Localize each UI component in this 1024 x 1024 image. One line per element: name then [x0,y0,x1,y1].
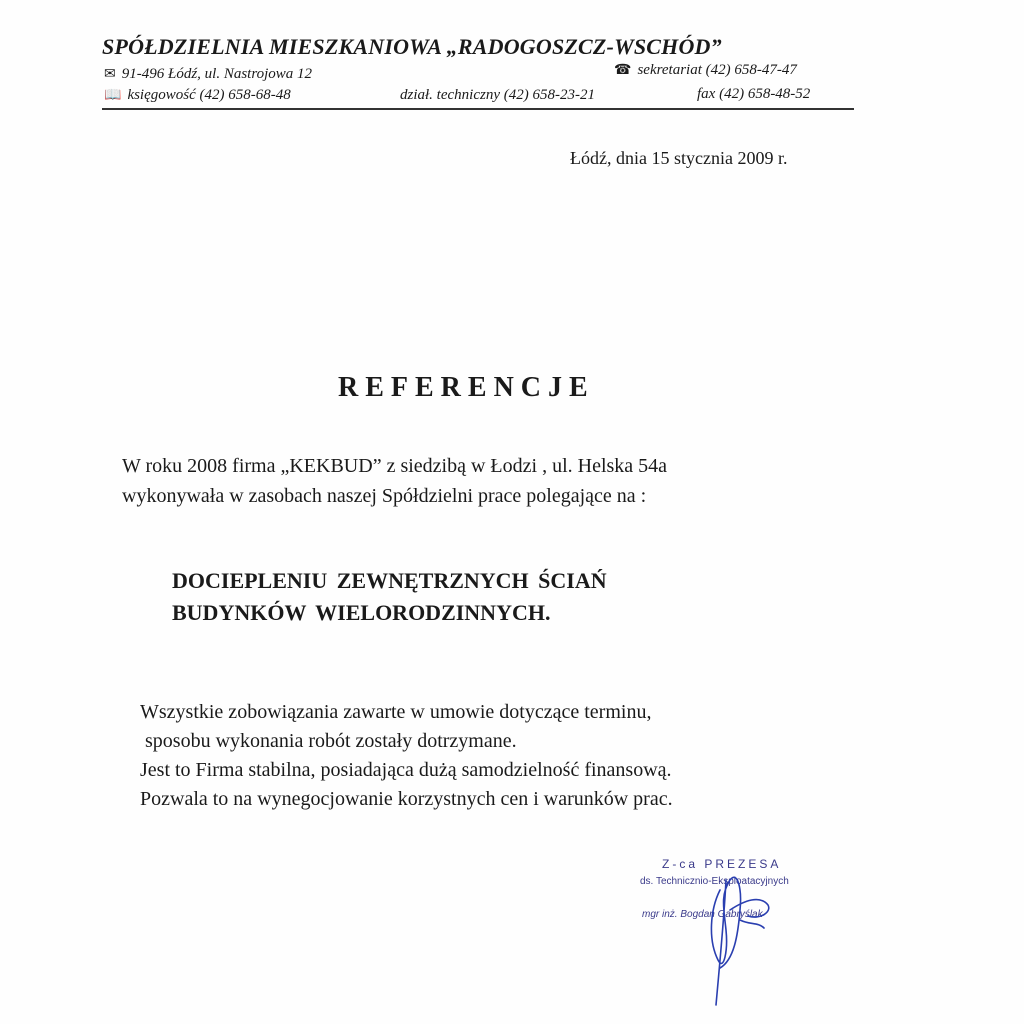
accounting-line [104,87,291,104]
envelope-icon: ✉ [104,67,116,82]
body-line: Pozwala to na wynegocjowanie korzystnych cen i warunków prac. [140,788,673,810]
secretariat-text: sekretariat (42) 658-47-47 [637,62,797,78]
secretariat-line [614,62,797,79]
book-icon: 📖 [104,88,122,103]
work-description-line: BUDYNKÓW WIELORODZINNYCH. [172,600,551,625]
stamp-person: mgr inż. Bogdan Gabryślak [642,909,763,920]
technical-line: dział. techniczny (42) 658-23-21 [400,87,595,103]
stamp-title: Z-ca PREZESA [662,857,782,871]
fax-line: fax (42) 658-48-52 [697,86,811,102]
address-text: 91-496 Łódź, ul. Nastrojowa 12 [121,66,313,82]
letter-heading: REFERENCJE [338,372,595,403]
intro-line: W roku 2008 firma „KEKBUD” z siedzibą w Łodzi , ul. Helska 54a [122,455,668,477]
body-line: Wszystkie zobowiązania zawarte w umowie dotyczące terminu, [140,701,652,723]
signature [690,850,780,1010]
body-line: sposobu wykonania robót zostały dotrzymane. [145,730,517,752]
body-line: Jest to Firma stabilna, posiadająca dużą samodzielność finansową. [140,759,672,781]
address-line [104,66,312,83]
work-description-line: DOCIEPLENIU ZEWNĘTRZNYCH ŚCIAŃ [172,568,607,593]
org-name: SPÓŁDZIELNIA MIESZKANIOWA „RADOGOSZCZ-WSCHÓD” [102,34,722,59]
stamp-department: ds. Technicznio-Eksploatacyjnych [640,876,789,887]
accounting-text: księgowość (42) 658-68-48 [127,87,291,103]
phone-icon: ☎ [614,63,632,78]
intro-line: wykonywała w zasobach naszej Spółdzielni prace polegające na : [122,485,647,507]
letterhead-divider [102,108,854,110]
letter-date: Łódź, dnia 15 stycznia 2009 r. [570,148,788,168]
